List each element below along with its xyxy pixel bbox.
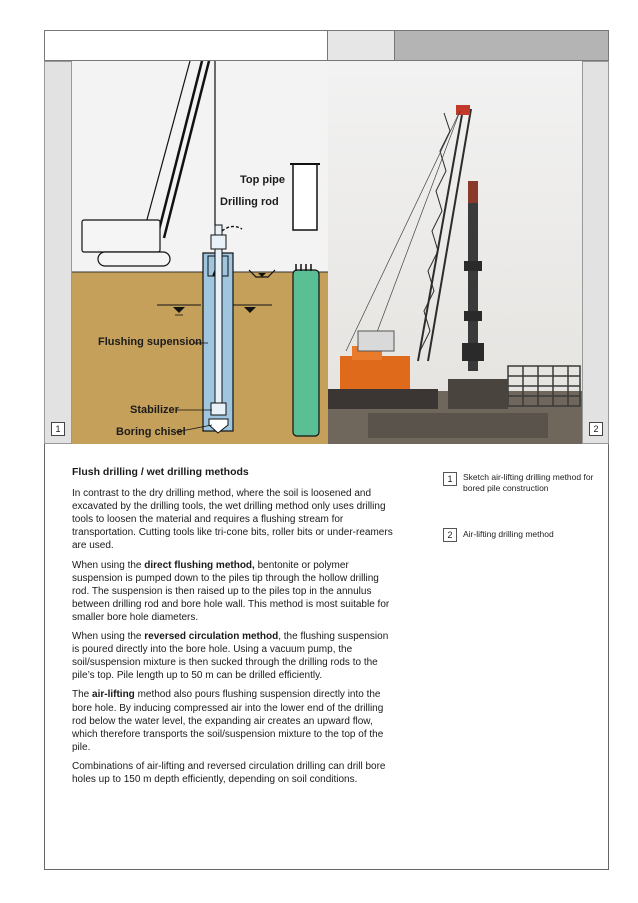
paragraph-direct-flushing: When using the direct flushing method, bentonite or polymer suspension is pumped down to the piles tip through the hollow drilling rod. The suspension is then raised up to the piles top in the annulus between drilling rod and bore hole wall. This method is most suitable for smaller bore hole diameters. [72,559,390,623]
paragraph-air-lifting: The air-lifting method also pours flushing suspension directly into the bore hole. By inducing compressed air into the lower end of the drilling rod below the water level, the expanding air creates an upward flow, which therefore transports the soil/suspension mixture to the top of the pile. [72,689,384,753]
article-body [72,466,398,792]
header-cell-middle [327,30,395,61]
label-stabilizer: Stabilizer [130,404,179,416]
figure-1-sketch [72,61,328,444]
reference-1-number: 1 [443,472,457,486]
reference-1-text: Sketch air-lifting drilling method for bored pile construction [463,472,594,493]
label-boring-chisel: Boring chisel [116,426,186,438]
reference-2-number: 2 [443,528,457,542]
left-side-strip [44,61,72,444]
top-pipe-icon [290,164,320,230]
figure-2-number: 2 [589,422,603,436]
right-side-strip [582,61,609,444]
header-cell-left [44,30,328,61]
paragraph-combinations: Combinations of air-lifting and reversed circulation drilling can drill bore holes up to 150 m depth efficiently, depending on soil conditions. [72,760,386,785]
label-drilling-rod: Drilling rod [220,196,279,208]
figure-2-photo [328,61,582,444]
label-flushing-supension: Flushing supension [98,336,202,348]
paragraph-intro: In contrast to the dry drilling method, where the soil is loosened and excavated by the drilling tools, the wet drilling method only uses drilling tools to loosen the material and requires a flushing stream for transportation. Cutting tools like tri-cone bits, roller bits or under-reamers are used. [72,488,393,552]
paragraph-reversed-circulation: When using the reversed circulation method, the flushing suspension is poured directly into the bore hole. Using a vacuum pump, the soil/suspension mixture is then sucked through the drilling rods to the pile’s top. Pile length up to 50 m can be drilled efficiently. [72,631,389,682]
label-top-pipe: Top pipe [240,174,286,186]
reference-2-text: Air-lifting drilling method [463,529,554,539]
pile-icon [293,264,319,436]
article-title: Flush drilling / wet drilling methods [72,466,249,478]
header-cell-right [394,30,609,61]
figure-1-number: 1 [51,422,65,436]
